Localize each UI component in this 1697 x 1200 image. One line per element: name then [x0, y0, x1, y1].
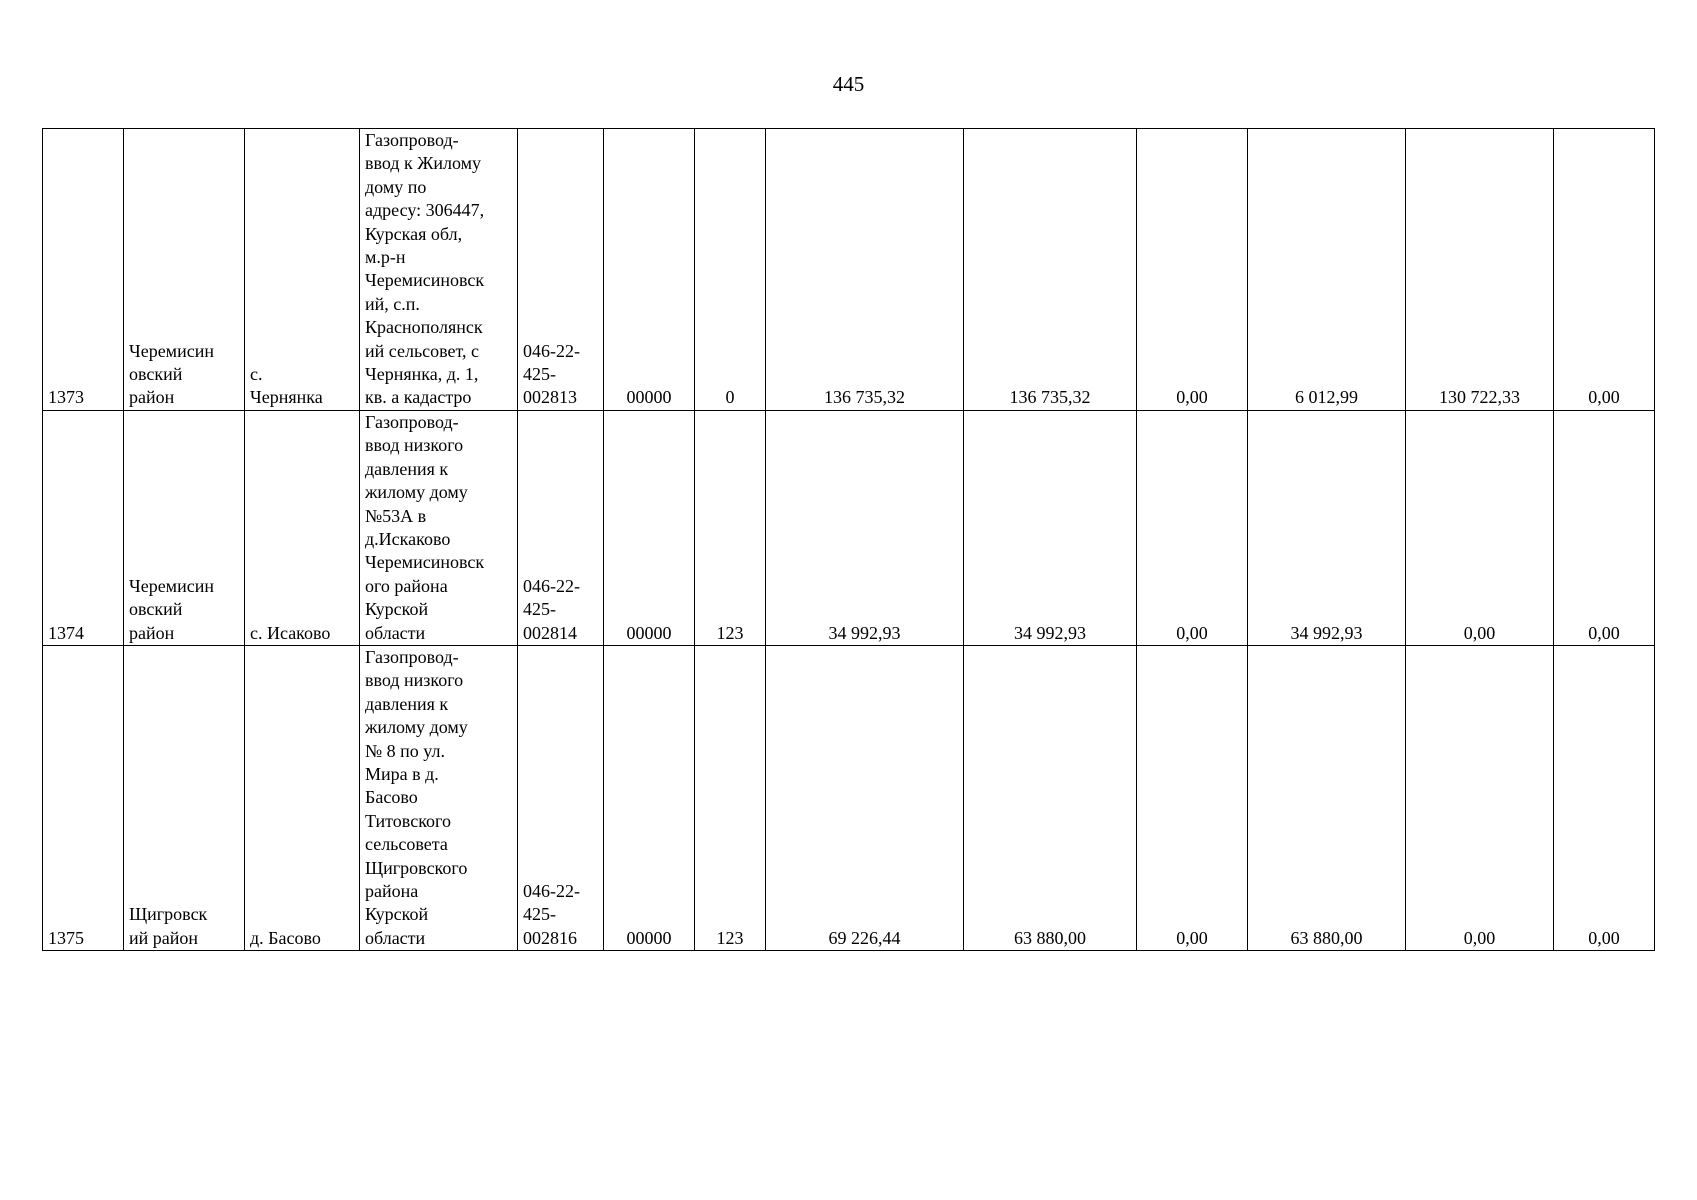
value-cell: 63 880,00 — [1248, 645, 1406, 950]
value-cell: 34 992,93 — [964, 410, 1137, 645]
value-cell: 63 880,00 — [964, 645, 1137, 950]
value-cell: 0,00 — [1554, 645, 1655, 950]
okof-cell: 00000 — [604, 645, 695, 950]
code-cell: 123 — [695, 410, 766, 645]
value-cell: 0,00 — [1406, 410, 1554, 645]
district-cell: Щигровск ий район — [124, 645, 245, 950]
value-cell: 6 012,99 — [1248, 129, 1406, 411]
code-cell: 123 — [695, 645, 766, 950]
object-name-cell: Газопровод- ввод низкого давления к жилому дому № 8 по ул. Мира в д. Басово Титовского сельсовета Щигровского района Курской области — [360, 645, 518, 950]
value-cell: 0,00 — [1137, 645, 1248, 950]
object-name-cell: Газопровод- ввод к Жилому дому по адресу: 306447, Курская обл, м.р-н Черемисиновск ий, с.п. Краснополянск ий сельсовет, с Чернянка, д. 1, кв. а кадастро — [360, 129, 518, 411]
object-name-cell: Газопровод- ввод низкого давления к жилому дому №53А в д.Искаково Черемисиновск ого района Курской области — [360, 410, 518, 645]
table-row — [43, 129, 1655, 411]
value-cell: 130 722,33 — [1406, 129, 1554, 411]
value-cell: 34 992,93 — [766, 410, 964, 645]
okof-cell: 00000 — [604, 410, 695, 645]
district-cell: Черемисин овский район — [124, 129, 245, 411]
table-row — [43, 645, 1655, 950]
settlement-cell: с. Чернянка — [245, 129, 360, 411]
page-number: 445 — [832, 72, 865, 96]
value-cell: 0,00 — [1554, 410, 1655, 645]
code-cell: 0 — [695, 129, 766, 411]
settlement-cell: д. Басово — [245, 645, 360, 950]
registry-table — [42, 128, 1655, 951]
value-cell: 136 735,32 — [766, 129, 964, 411]
settlement-cell: с. Исаково — [245, 410, 360, 645]
row-number: 1375 — [43, 645, 124, 950]
inventory-number-cell: 046-22- 425- 002816 — [518, 645, 604, 950]
row-number: 1374 — [43, 410, 124, 645]
value-cell: 0,00 — [1137, 129, 1248, 411]
value-cell: 69 226,44 — [766, 645, 964, 950]
inventory-number-cell: 046-22- 425- 002814 — [518, 410, 604, 645]
value-cell: 34 992,93 — [1248, 410, 1406, 645]
row-number: 1373 — [43, 129, 124, 411]
table-row — [43, 410, 1655, 645]
value-cell: 0,00 — [1554, 129, 1655, 411]
inventory-number-cell: 046-22- 425- 002813 — [518, 129, 604, 411]
value-cell: 136 735,32 — [964, 129, 1137, 411]
value-cell: 0,00 — [1406, 645, 1554, 950]
value-cell: 0,00 — [1137, 410, 1248, 645]
okof-cell: 00000 — [604, 129, 695, 411]
district-cell: Черемисин овский район — [124, 410, 245, 645]
